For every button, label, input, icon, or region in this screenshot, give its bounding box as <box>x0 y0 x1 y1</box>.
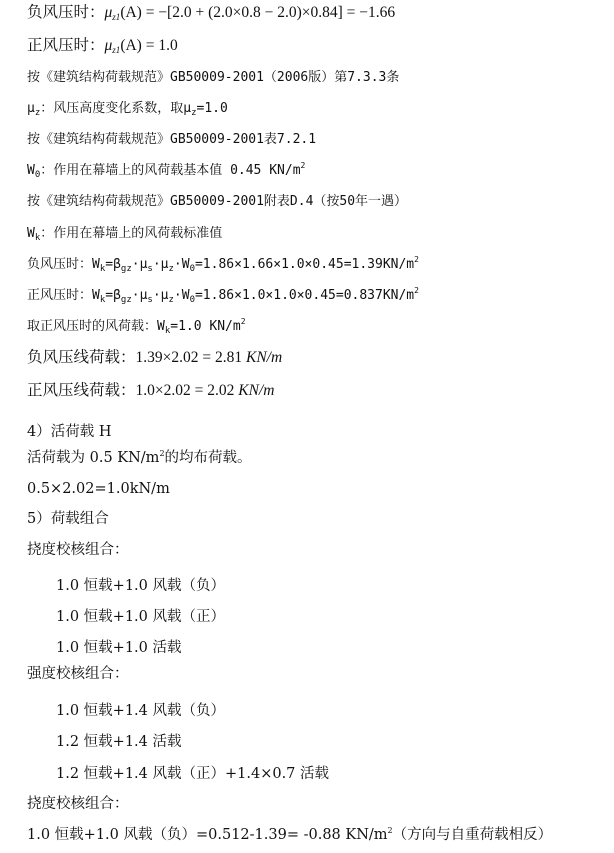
code-reference-7-3-3: 按《建筑结构荷载规范》GB50009-2001（2006版）第7.3.3条 <box>27 70 400 85</box>
strength-combination-heading: 强度校核组合： <box>27 666 129 682</box>
positive-pressure-coefficient-line: 正风压时：$\mu_{z1}(A) = 1.0$ <box>27 37 178 55</box>
strength-combination-1: 1.0 恒载+1.4 风载（负） <box>56 703 225 719</box>
height-coefficient-definition: $\mu_z$：风压高度变化系数，取$\mu_z=1.0$ <box>27 101 228 118</box>
section-5-heading: 5）荷载组合 <box>27 511 109 527</box>
negative-wind-load-calc: 负风压时：$W_k=\beta_{gz}\cdot\mu_s\cdot\mu_z\cdot W_0=1.86\times 1.66\times 1.0\times 0.45=1.39KN/m^2$ <box>27 255 419 274</box>
deflection-check-heading: 挠度校核组合： <box>27 796 129 812</box>
adopted-wind-load: 取正风压时的风荷载：$W_k=1.0$ $KN/m^2$ <box>27 317 246 336</box>
strength-combination-3: 1.2 恒载+1.4 风载（正）+1.4×0.7 活载 <box>56 766 330 782</box>
section-4-heading: 4）活荷载 H <box>27 424 112 440</box>
negative-line-load: 负风压线荷载：1.39×2.02 = 2.81 KN/m <box>27 349 283 366</box>
standard-wind-load-definition: $W_k$：作用在幕墙上的风荷载标准值 <box>27 226 223 243</box>
code-reference-d4: 按《建筑结构荷载规范》GB50009-2001附表D.4（按50年一遇） <box>27 194 408 209</box>
deflection-check-calc: 1.0 恒载+1.0 风载（负）=0.512-1.39= -0.88 $KN/m^2$（方向与自重荷载相反） <box>27 826 553 843</box>
deflection-combination-2: 1.0 恒载+1.0 风载（正） <box>56 609 225 625</box>
negative-pressure-coefficient-line: 负风压时：$\mu_{z1}(A) = -[2.0 + (2.0\times 0.8 - 2.0)\times 0.84] = -1.66$ <box>27 4 396 22</box>
positive-line-load: 正风压线荷载：1.0×2.02 = 2.02 KN/m <box>27 382 275 399</box>
positive-wind-load-calc: 正风压时：$W_k=\beta_{gz}\cdot\mu_s\cdot\mu_z\cdot W_0=1.86\times 1.0\times 1.0\times 0.45=0.837KN/m^2$ <box>27 286 419 305</box>
deflection-combination-heading: 挠度校核组合： <box>27 542 129 558</box>
live-line-load: 0.5×2.02=1.0kN/m <box>27 481 170 497</box>
strength-combination-2: 1.2 恒载+1.4 活载 <box>56 734 182 750</box>
code-reference-7-2-1: 按《建筑结构荷载规范》GB50009-2001表7.2.1 <box>27 132 317 147</box>
deflection-combination-1: 1.0 恒载+1.0 风载（负） <box>56 578 225 594</box>
live-load-statement: 活荷载为 0.5 $KN/m^2$的均布荷载。 <box>27 449 252 466</box>
basic-wind-load-definition: $W_0$：作用在幕墙上的风荷载基本值 0.45 $KN/m^2$ <box>27 161 306 180</box>
deflection-combination-3: 1.0 恒载+1.0 活载 <box>56 640 182 656</box>
